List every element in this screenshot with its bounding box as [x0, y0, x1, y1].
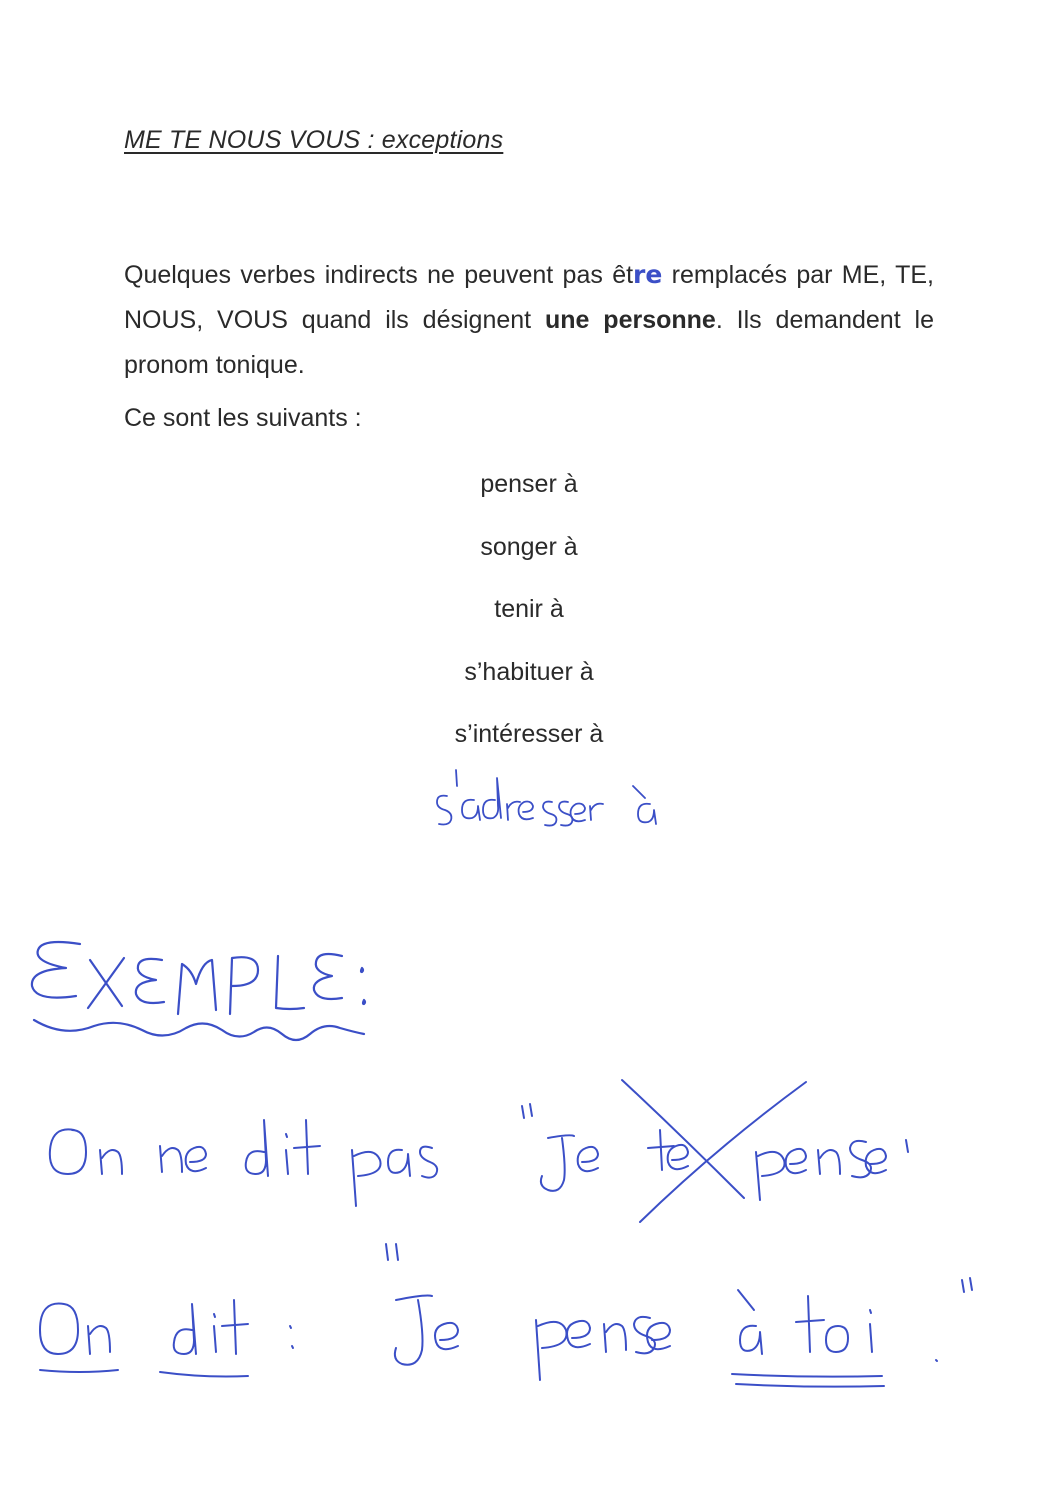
page-title: ME TE NOUS VOUS : exceptions [124, 126, 504, 154]
paragraph-part-2: remplacés par ME, TE, NOUS, VOUS quand ils désignent [124, 261, 934, 334]
intro-text: Ce sont les suivants : [124, 404, 362, 432]
handwritten-added-verb [437, 770, 656, 826]
handwritten-line-2 [40, 1244, 972, 1387]
verb-item: songer à [480, 532, 578, 561]
verb-item: s’habituer à [464, 657, 594, 686]
handwritten-correction: re [633, 260, 663, 289]
paragraph-part-1: Quelques verbes indirects ne peuvent pas êt [124, 261, 634, 289]
handwritten-line-1 [50, 1080, 908, 1222]
verb-item: penser à [480, 470, 578, 498]
verb-item: s’intéresser à [454, 720, 604, 748]
bold-phrase: une personne [544, 306, 716, 334]
handwritten-example-heading [32, 942, 365, 1040]
verb-item: tenir à [494, 595, 564, 623]
paragraph-part-3: . Ils demandent le pronom tonique. [124, 306, 934, 379]
